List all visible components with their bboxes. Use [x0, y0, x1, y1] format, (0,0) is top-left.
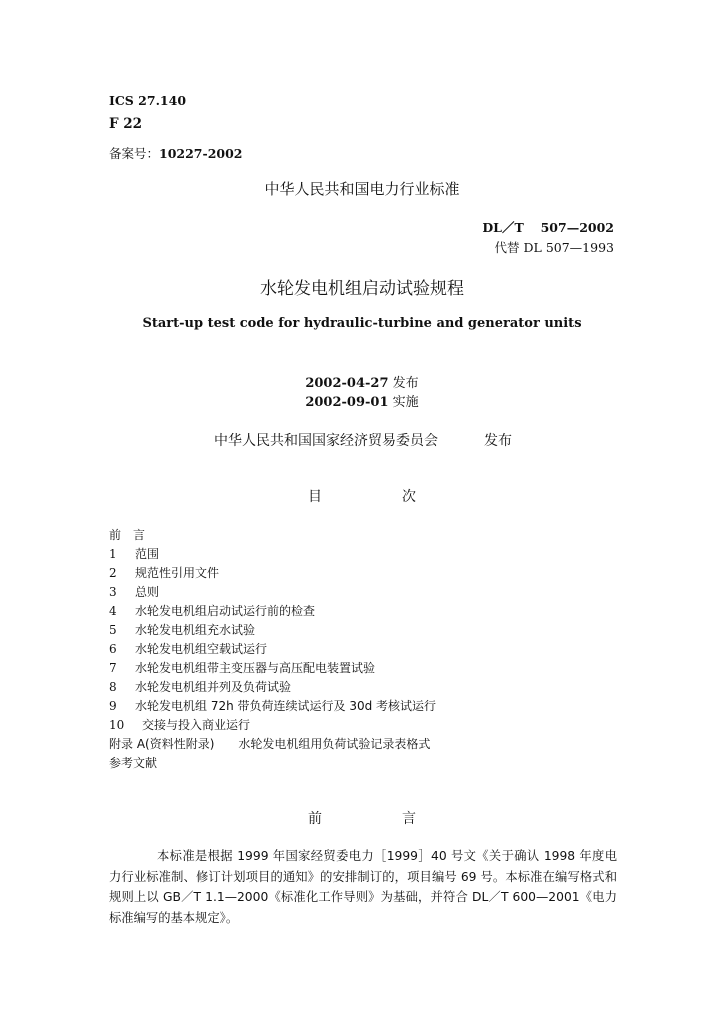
record-number-line [109, 144, 242, 162]
toc-item-appendix[interactable]: 附录 A(资料性附录) 水轮发电机组用负荷试验记录表格式 [109, 737, 431, 751]
implement-label: 实施 [392, 395, 419, 410]
issue-date-line [0, 372, 724, 391]
record-number: 10227-2002 [159, 146, 243, 161]
toc-item[interactable]: 8 水轮发电机组并列及负荷试验 [109, 680, 292, 694]
issuer-label: 发布 [484, 433, 512, 449]
toc-item-references[interactable]: 参考文献 [109, 756, 158, 770]
issue-label: 发布 [392, 376, 419, 391]
category-code: F 22 [109, 116, 143, 132]
implement-date-line [0, 391, 724, 410]
toc-item[interactable]: 10 交接与投入商业运行 [109, 718, 251, 732]
replaces-standard: 代替 DL 507—1993 [494, 240, 614, 255]
toc-item-foreword[interactable]: 前 言 [109, 528, 146, 542]
toc-item[interactable]: 1 范围 [109, 547, 160, 561]
toc-item[interactable]: 2 规范性引用文件 [109, 566, 220, 580]
document-title-cn: 水轮发电机组启动试验规程 [260, 279, 464, 299]
implement-date: 2002-09-01 [305, 395, 389, 410]
toc-heading-left: 目 [308, 489, 322, 505]
standard-code: DL／T 507—2002 [482, 220, 614, 235]
toc-item[interactable]: 3 总则 [109, 585, 160, 599]
foreword-paragraph: 本标准是根据 1999 年国家经贸委电力［1999］40 号文《关于确认 1998 年度电力行业标准制、修订计划项目的通知》的安排制订的，项目编号 69 号。本标准在编写格式和规则上以 GB／T 1.1—2000《标准化工作导则》为基础，并符合 DL／T 600—2001《电力标准编写的基本规定》。 [109, 849, 617, 925]
toc-item[interactable]: 5 水轮发电机组充水试验 [109, 623, 256, 637]
industry-standard-title: 中华人民共和国电力行业标准 [264, 180, 460, 198]
document-title-en: Start-up test code for hydraulic-turbine and generator units [142, 316, 582, 331]
issue-date: 2002-04-27 [305, 376, 389, 391]
toc-item[interactable]: 9 水轮发电机组 72h 带负荷连续试运行及 30d 考核试运行 [109, 699, 437, 713]
ics-code: ICS 27.140 [109, 93, 187, 108]
toc-item[interactable]: 4 水轮发电机组启动试运行前的检查 [109, 604, 316, 618]
toc-item[interactable]: 6 水轮发电机组空载试运行 [109, 642, 268, 656]
toc-item[interactable]: 7 水轮发电机组带主变压器与高压配电装置试验 [109, 661, 376, 675]
foreword-heading-right: 言 [402, 811, 416, 827]
issuer-name: 中华人民共和国国家经济贸易委员会 [214, 433, 438, 449]
toc-heading-right: 次 [402, 489, 416, 505]
foreword-heading-left: 前 [308, 811, 322, 827]
record-label: 备案号： [109, 146, 160, 161]
